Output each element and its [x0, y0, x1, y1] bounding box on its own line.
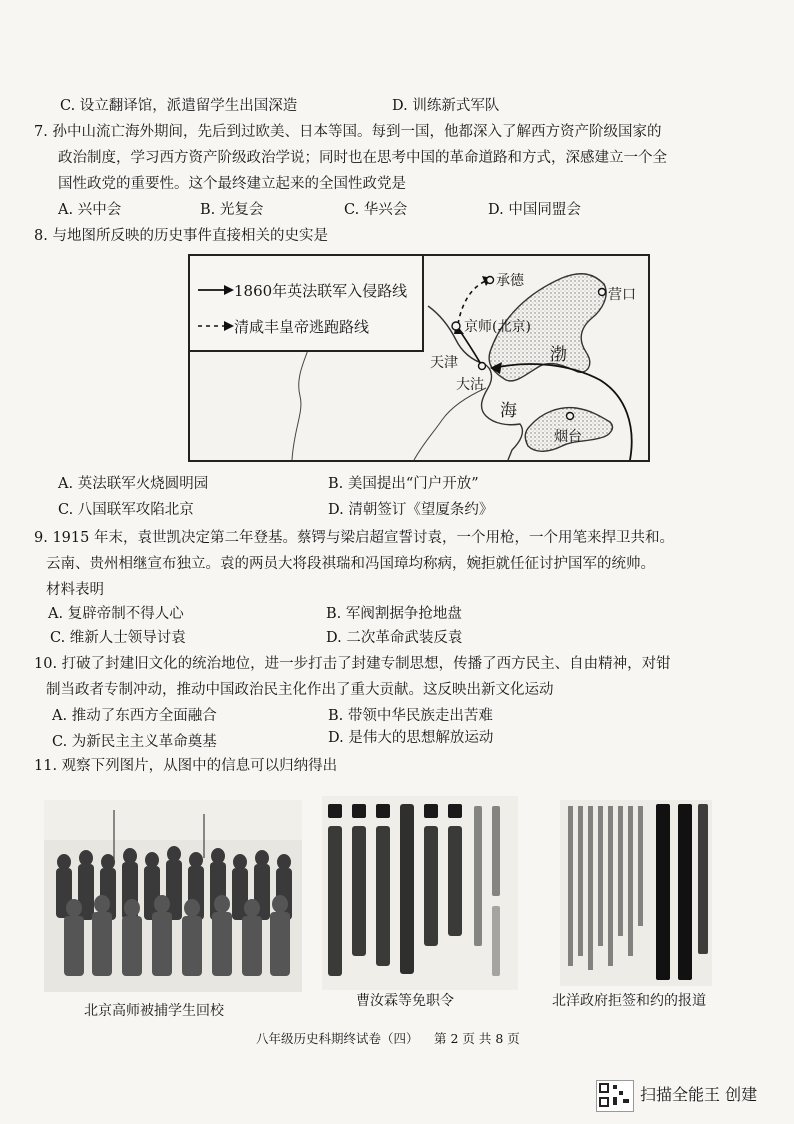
label-chengde: 承德: [496, 273, 524, 289]
q8-option-a[interactable]: A. 英法联军火烧圆明园: [58, 476, 209, 492]
footer-exam-title: 八年级历史科期终试卷（四）: [256, 1031, 419, 1046]
q7-option-a[interactable]: A. 兴中会: [58, 202, 122, 218]
marker-tianjin: [479, 363, 486, 370]
newspaper-graphic: [560, 800, 712, 986]
caption-newspaper-report: 北洋政府拒签和约的报道: [552, 993, 706, 1009]
q7-option-d[interactable]: D. 中国同盟会: [488, 202, 581, 218]
q7-stem-line2: 政治制度，学习西方资产阶级政治学说；同时也在思考中国的革命道路和方式，深感建立一个全: [58, 150, 667, 166]
q6-option-c[interactable]: C. 设立翻译馆，派遣留学生出国深造: [60, 98, 298, 114]
photo-students-graphic: [44, 800, 302, 992]
q9-option-c[interactable]: C. 维新人士领导讨袁: [50, 630, 186, 646]
q7-option-c[interactable]: C. 华兴会: [344, 202, 408, 218]
q10-option-d[interactable]: D. 是伟大的思想解放运动: [328, 730, 494, 746]
legend-invasion-label: 1860年英法联军入侵路线: [234, 282, 408, 300]
border-line-1: [292, 350, 308, 460]
q9-option-d[interactable]: D. 二次革命武装反袁: [326, 630, 463, 646]
q10-option-a[interactable]: A. 推动了东西方全面融合: [52, 708, 217, 724]
caption-students-return: 北京高师被捕学生回校: [84, 1003, 224, 1019]
q9-stem-line1: 9. 1915 年末，袁世凯决定第二年登基。蔡锷与梁启超宣誓讨袁，一个用枪，一个用笔来捍卫共和。: [34, 530, 674, 546]
q11-stem: 11. 观察下列图片，从图中的信息可以归纳得出: [34, 758, 338, 774]
label-bo: 渤: [550, 345, 567, 365]
caption-dismissal-decree: 曹汝霖等免职令: [356, 993, 454, 1009]
q8-option-c[interactable]: C. 八国联军攻陷北京: [58, 502, 194, 518]
q8-option-d[interactable]: D. 清朝签订《望厦条约》: [328, 502, 494, 518]
q9-stem-line3: 材料表明: [46, 582, 104, 598]
q10-stem-line2: 制当政者专制冲动，推动中国政治民主化作出了重大贡献。这反映出新文化运动: [46, 682, 554, 698]
legend-symbols: [196, 270, 236, 350]
q7-stem-line3: 国性政党的重要性。这个最终建立起来的全国性政党是: [58, 176, 406, 192]
historical-map: [188, 254, 650, 462]
footer-page-number: 第 2 页 共 8 页: [434, 1031, 520, 1046]
scanner-watermark: 扫描全能王 创建: [640, 1085, 758, 1104]
marker-yantai: [567, 413, 574, 420]
label-yingkou: 营口: [608, 287, 636, 303]
label-tianjin: 天津: [430, 355, 458, 371]
q7-option-b[interactable]: B. 光复会: [200, 202, 264, 218]
q7-stem-line1: 7. 孙中山流亡海外期间，先后到过欧美、日本等国。每到一国，他都深入了解西方资产阶级国家的: [34, 124, 662, 140]
photo-dismissal-decree: [322, 796, 518, 990]
label-dagu: 大沽: [456, 377, 484, 393]
marker-jingshi: [452, 322, 460, 330]
label-hai: 海: [500, 401, 517, 421]
q9-option-a[interactable]: A. 复辟帝制不得人心: [48, 606, 184, 622]
q8-stem: 8. 与地图所反映的历史事件直接相关的史实是: [34, 228, 328, 244]
marker-chengde: [487, 277, 494, 284]
decree-graphic: [322, 796, 518, 990]
label-jingshi: 京师(北京): [464, 319, 531, 335]
marker-yingkou: [599, 289, 606, 296]
legend-escape-label: 清咸丰皇帝逃跑路线: [234, 318, 370, 336]
border-line-2: [414, 388, 486, 460]
q10-stem-line1: 10. 打破了封建旧文化的统治地位，进一步打击了封建专制思想，传播了西方民主、自由精神，对钳: [34, 656, 671, 672]
q10-option-b[interactable]: B. 带领中华民族走出苦难: [328, 708, 493, 724]
map-legend: [190, 256, 424, 352]
photo-newspaper-report: [560, 800, 712, 986]
q8-option-b[interactable]: B. 美国提出“门户开放”: [328, 476, 479, 492]
q9-stem-line2: 云南、贵州相继宣布独立。袁的两员大将段祺瑞和冯国璋均称病，婉拒就任征讨护国军的统帅。: [46, 556, 655, 572]
label-yantai: 烟台: [554, 429, 582, 445]
scanner-logo: [596, 1080, 634, 1112]
photo-students-return: [44, 800, 302, 992]
q9-option-b[interactable]: B. 军阀割据争抢地盘: [326, 606, 462, 622]
q10-option-c[interactable]: C. 为新民主主义革命奠基: [52, 734, 217, 750]
q6-option-d[interactable]: D. 训练新式军队: [392, 98, 500, 114]
